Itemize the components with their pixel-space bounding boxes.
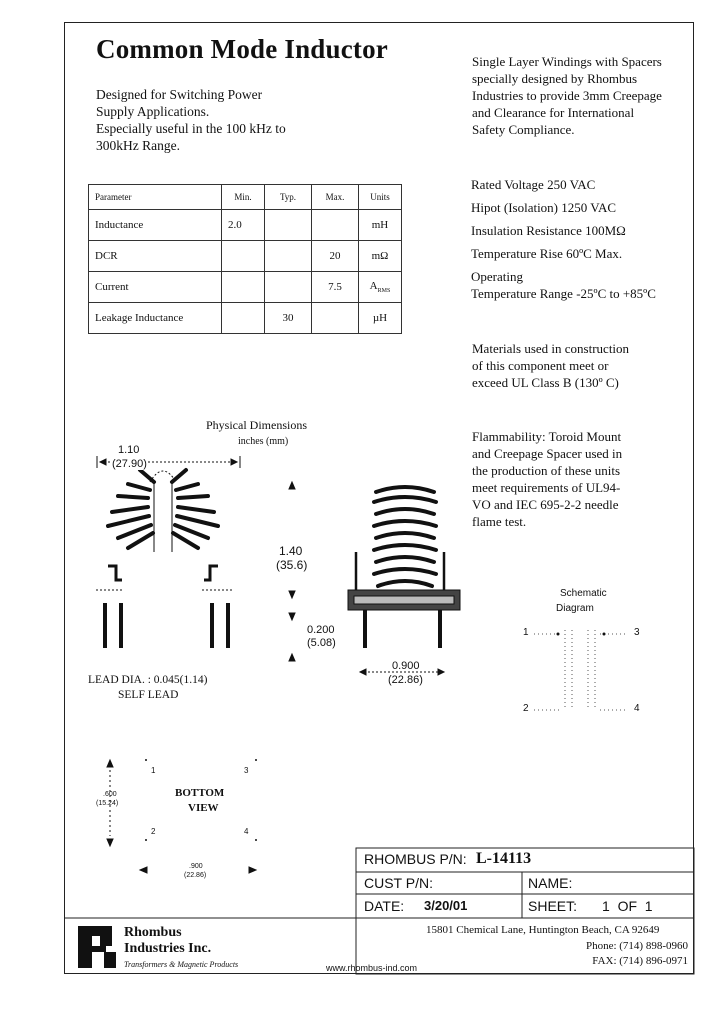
schematic-title-1: Schematic <box>560 588 607 599</box>
cell-parameter: Current <box>89 272 222 303</box>
physical-dimensions-units: inches (mm) <box>238 436 289 447</box>
company-phone: Phone: (714) 898-0960 <box>585 940 688 952</box>
page-title: Common Mode Inductor <box>96 34 388 64</box>
materials-note <box>472 340 692 391</box>
bottom-pin-3: 3 <box>244 766 249 775</box>
cell-parameter: DCR <box>89 241 222 272</box>
schematic-pin-3: 3 <box>634 627 640 638</box>
bottom-h-inches: .900 <box>189 863 203 870</box>
sheet-label: SHEET: <box>528 898 578 914</box>
description-line: Designed for Switching Power <box>96 87 263 102</box>
bottom-v-mm: (15.24) <box>96 800 119 807</box>
flammability-line: the production of these units <box>472 463 621 478</box>
lead-spacing-inches: 0.900 <box>392 660 420 672</box>
width-inches: 1.10 <box>118 444 140 456</box>
cust-pn-label: CUST P/N: <box>364 875 433 891</box>
cell-max <box>312 303 359 334</box>
table-row <box>89 210 402 241</box>
physical-dimensions-title: Physical Dimensions <box>206 418 307 432</box>
bottom-pin-4: 4 <box>244 827 249 836</box>
pn-value: L-14113 <box>476 850 532 867</box>
cell-typ: 30 <box>265 303 312 334</box>
spec-operating-range: Temperature Range -25ºC to +85ºC <box>471 286 656 301</box>
parameter-table <box>88 184 402 334</box>
flammability-line: flame test. <box>472 514 527 529</box>
cell-min <box>222 303 265 334</box>
units-subscript: RMS <box>377 288 391 295</box>
electrical-specs <box>471 176 691 302</box>
flammability-line: Flammability: Toroid Mount <box>472 429 622 444</box>
bottom-pin-2: 2 <box>151 827 156 836</box>
units-value: A <box>369 279 378 292</box>
description <box>96 86 346 154</box>
flammability-line: VO and IEC 695-2-2 needle <box>472 497 619 512</box>
description-line: Supply Applications. <box>96 104 210 119</box>
cell-min: 2.0 <box>222 210 265 241</box>
description-line: 300kHz Range. <box>96 138 180 153</box>
company-website[interactable]: www.rhombus-ind.com <box>326 963 418 973</box>
table-row <box>89 241 402 272</box>
schematic-title-2: Diagram <box>556 603 594 614</box>
self-lead-note: SELF LEAD <box>118 689 179 701</box>
cell-parameter: Leakage Inductance <box>89 303 222 334</box>
header-typ: Typ. <box>265 185 312 210</box>
description-line: Especially useful in the 100 kHz to <box>96 121 286 136</box>
bottom-pin-1: 1 <box>151 766 156 775</box>
spec-temp-rise: Temperature Rise 60ºC Max. <box>471 246 623 261</box>
cell-typ <box>265 241 312 272</box>
bottom-view-label-1: BOTTOM <box>175 787 225 799</box>
spec-insulation: Insulation Resistance 100MΩ <box>471 223 626 238</box>
table-row <box>89 303 402 334</box>
lead-diameter: LEAD DIA. : 0.045(1.14) <box>88 674 208 686</box>
winding-description-line: and Clearance for International <box>472 105 635 120</box>
bottom-v-inches: .600 <box>103 791 117 798</box>
lead-spacing-mm: (22.86) <box>388 674 423 686</box>
materials-line: of this component meet or <box>472 358 609 373</box>
header-units: Units <box>359 185 402 210</box>
schematic-pin-2: 2 <box>523 703 529 714</box>
cell-max: 7.5 <box>312 272 359 303</box>
cell-units: µH <box>359 303 402 334</box>
bottom-view-label-2: VIEW <box>188 802 219 814</box>
header-parameter: Parameter <box>89 185 222 210</box>
flammability-note <box>472 428 692 530</box>
winding-description-line: Industries to provide 3mm Creepage <box>472 88 662 103</box>
flammability-line: and Creepage Spacer used in <box>472 446 623 461</box>
cell-typ <box>265 210 312 241</box>
flammability-line: meet requirements of UL94- <box>472 480 621 495</box>
date-value: 3/20/01 <box>424 898 468 913</box>
company-fax: FAX: (714) 896-0971 <box>592 955 688 967</box>
cell-parameter: Inductance <box>89 210 222 241</box>
company-tagline: Transformers & Magnetic Products <box>124 960 239 969</box>
schematic-pin-1: 1 <box>523 627 529 638</box>
width-mm: (27.90) <box>112 458 147 470</box>
cell-units <box>359 272 402 303</box>
cell-max <box>312 210 359 241</box>
header-min: Min. <box>222 185 265 210</box>
lead-length-mm: (5.08) <box>307 637 336 649</box>
cell-min <box>222 272 265 303</box>
height-inches: 1.40 <box>279 544 303 558</box>
name-label: NAME: <box>528 875 573 891</box>
pn-label: RHOMBUS P/N: <box>364 851 467 867</box>
height-mm: (35.6) <box>276 558 308 572</box>
winding-description <box>472 53 692 138</box>
spec-rated-voltage: Rated Voltage 250 VAC <box>471 177 596 192</box>
table-header-row <box>89 185 402 210</box>
winding-description-line: Single Layer Windings with Spacers <box>472 54 662 69</box>
company-name-2: Industries Inc. <box>124 941 212 956</box>
date-label: DATE: <box>364 898 405 914</box>
winding-description-line: specially designed by Rhombus <box>472 71 638 86</box>
spec-hipot: Hipot (Isolation) 1250 VAC <box>471 200 617 215</box>
schematic-pin-4: 4 <box>634 703 640 714</box>
cell-units: mΩ <box>359 241 402 272</box>
materials-line: Materials used in construction <box>472 341 630 356</box>
sheet-value: 1 OF 1 <box>602 898 653 914</box>
winding-description-line: Safety Compliance. <box>472 122 575 137</box>
table-row <box>89 272 402 303</box>
cell-max: 20 <box>312 241 359 272</box>
spec-operating-label: Operating <box>471 269 523 284</box>
bottom-h-mm: (22.86) <box>184 872 207 879</box>
cell-min <box>222 241 265 272</box>
company-address: 15801 Chemical Lane, Huntington Beach, CA 92649 <box>426 924 660 936</box>
header-max: Max. <box>312 185 359 210</box>
materials-line: exceed UL Class B (130º C) <box>472 375 619 390</box>
lead-length-inches: 0.200 <box>307 624 335 636</box>
cell-typ <box>265 272 312 303</box>
cell-units: mH <box>359 210 402 241</box>
company-name-1: Rhombus <box>124 925 182 940</box>
